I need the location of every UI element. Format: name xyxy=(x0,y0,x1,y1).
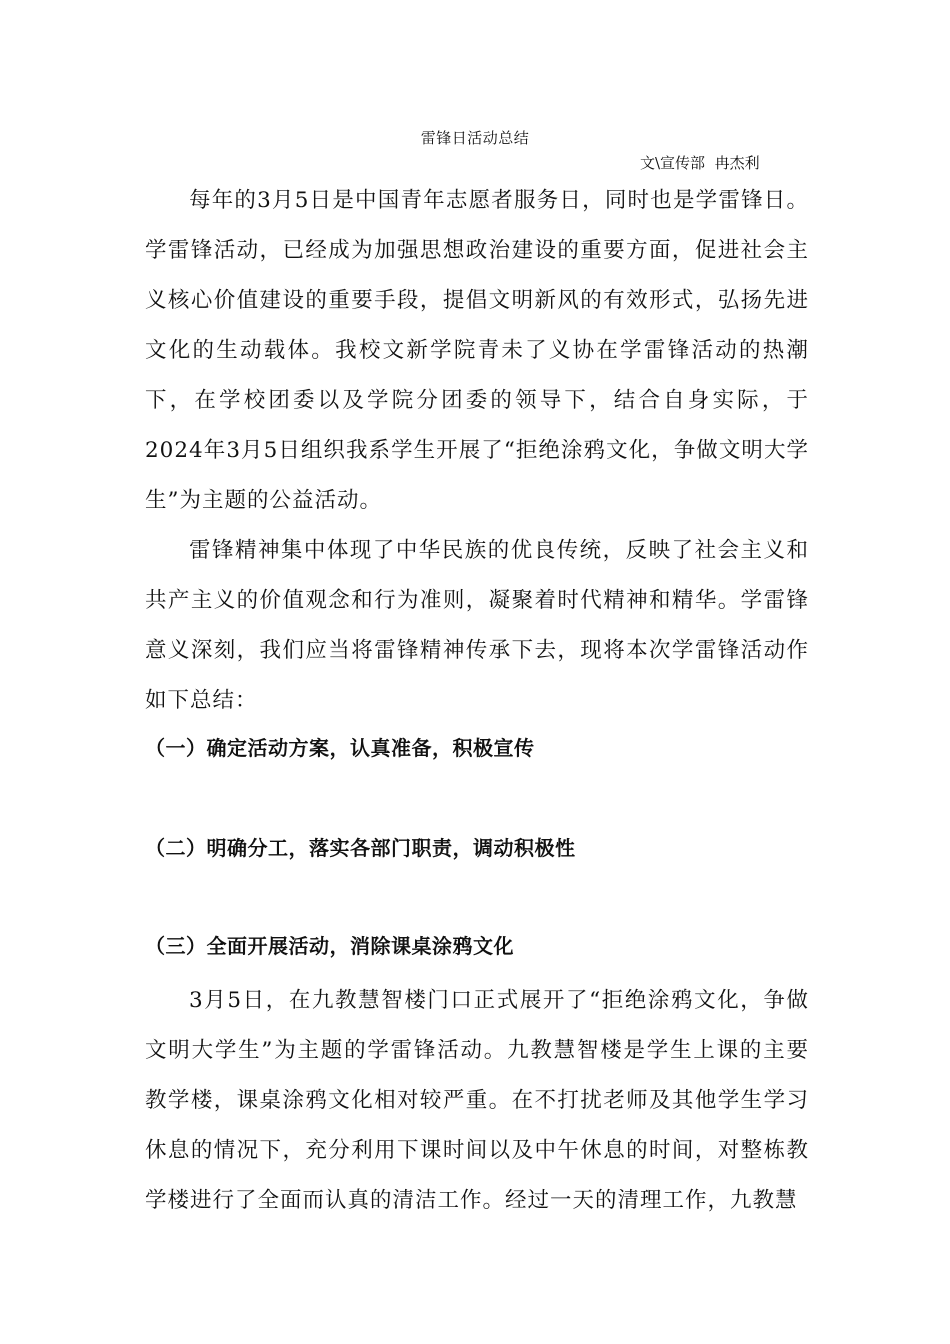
section-heading-3: （三）全面开展活动，消除课桌涂鸦文化 xyxy=(145,934,514,958)
body-paragraph-spirit: 雷锋精神集中体现了中华民族的优良传统，反映了社会主义和共产主义的价值观念和行为准则，凝聚着时代精神和精华。学雷锋意义深刻，我们应当将雷锋精神传承下去，现将本次学雷锋活动作如下总结： xyxy=(145,538,809,713)
author-line: 文\宣传部 冉杰利 xyxy=(640,154,760,172)
document-title: 雷锋日活动总结 xyxy=(420,129,530,147)
section-heading-2: （二）明确分工，落实各部门职责，调动积极性 xyxy=(145,836,576,860)
body-paragraph-intro: 每年的3月5日是中国青年志愿者服务日，同时也是学雷锋日。学雷锋活动，已经成为加强思想政治建设的重要方面，促进社会主义核心价值建设的重要手段，提倡文明新风的有效形式，弘扬先进文化的生动载体。我校文新学院青未了义协在学雷锋活动的热潮下，在学校团委以及学院分团委的领导下，结合自身实际，于2024年3月5日组织我系学生开展了“拒绝涂鸦文化，争做文明大学生”为主题的公益活动。 xyxy=(145,188,809,513)
body-paragraph-activity: 3月5日，在九教慧智楼门口正式展开了“拒绝涂鸦文化，争做文明大学生”为主题的学雷锋活动。九教慧智楼是学生上课的主要教学楼，课桌涂鸦文化相对较严重。在不打扰老师及其他学生学习休息的情况下，充分利用下课时间以及中午休息的时间，对整栋教学楼进行了全面而认真的清洁工作。经过一天的清理工作，九教慧 xyxy=(145,988,809,1213)
section-heading-1: （一）确定活动方案，认真准备，积极宣传 xyxy=(145,736,535,760)
